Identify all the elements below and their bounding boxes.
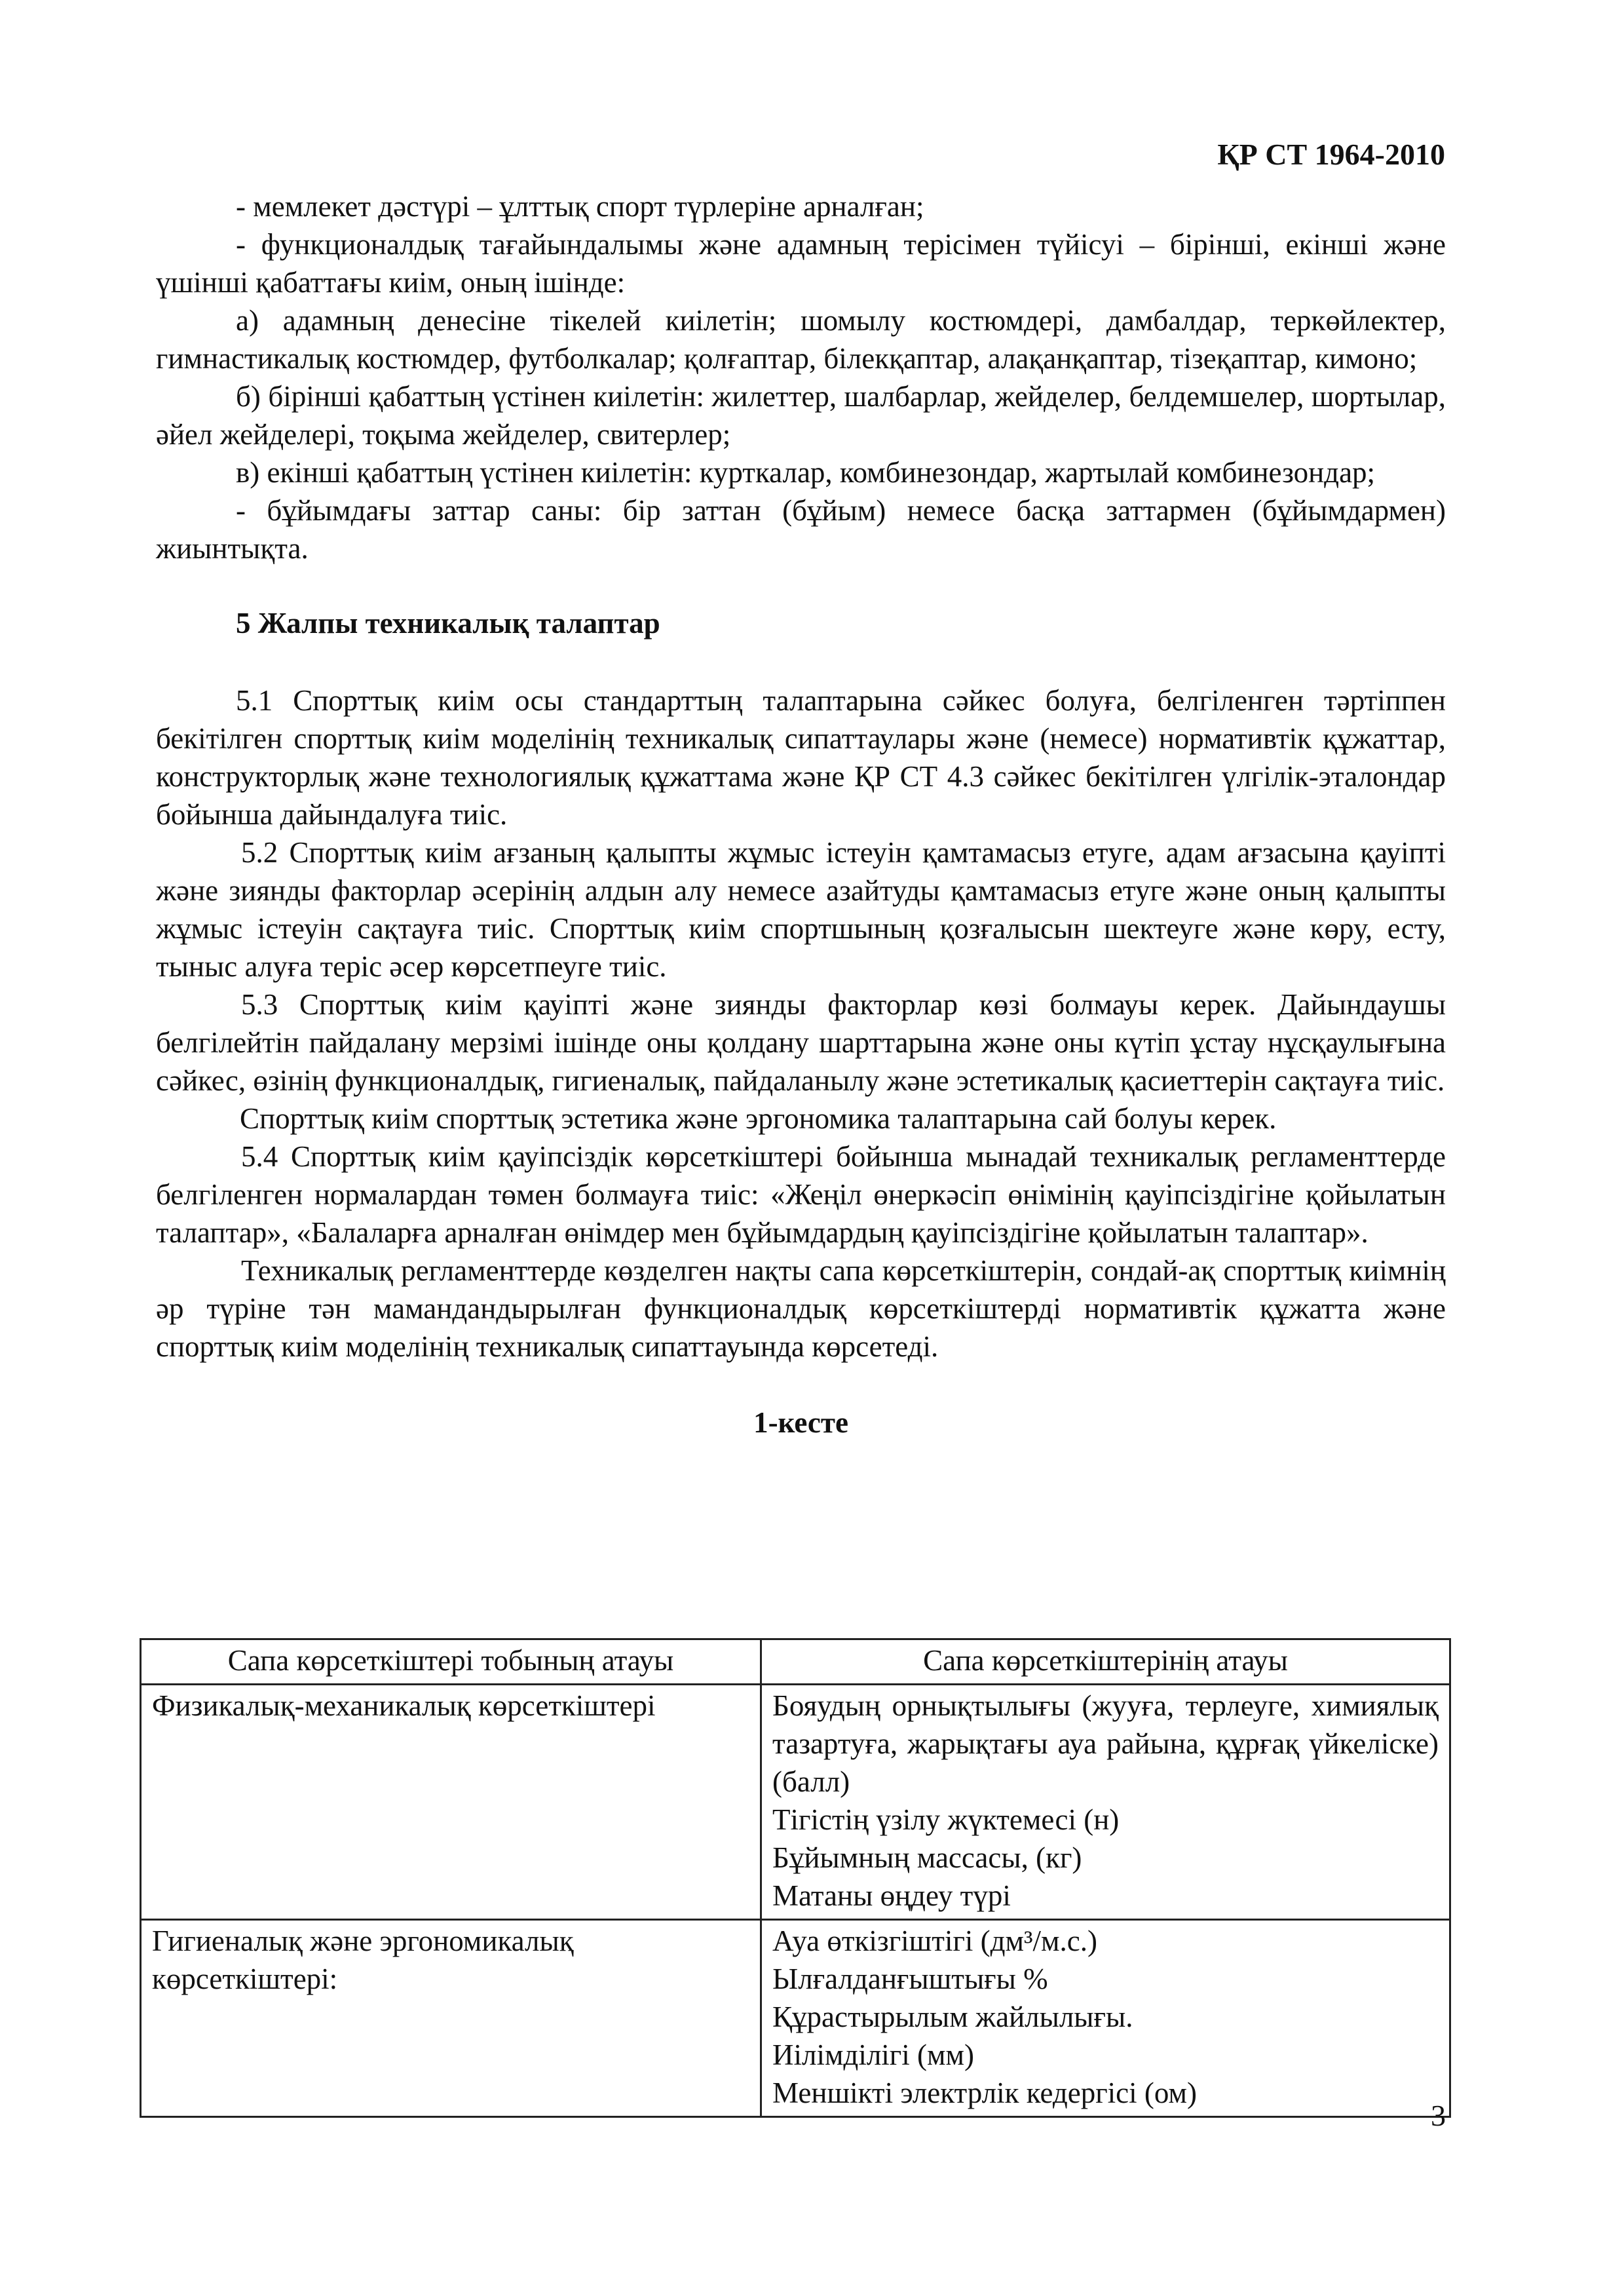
paragraph-quality-indicators: Техникалық регламенттерде көзделген нақты сапа көрсеткіштерін, сондай-ақ спорттық киімнің әр түріне тән мамандандырылған функционалдық көрсеткіштерді нормативтік құжатта және спорттық киім моделінің техникалық сипаттауында көрсетеді. (156, 1254, 1446, 1363)
list-item: а) адамның денесіне тікелей киілетін; шомылу костюмдері, дамбалдар, теркөйлектер, гимнастикалық костюмдер, футболкалар; қолғаптар, білекқаптар, алақанқаптар, тізеқаптар, кимоно; (156, 304, 1446, 375)
page-number: 3 (1431, 2099, 1446, 2132)
list-item: б) бірінші қабаттың үстінен киілетін: жилеттер, шалбарлар, жейделер, белдемшелер, шортылар, әйел жейделері, тоқыма жейделер, свитерлер; (156, 380, 1446, 451)
quality-indicators-table (140, 1638, 1451, 2118)
section-heading: 5 Жалпы техникалық талаптар (236, 607, 660, 640)
paragraph-ergonomics: Спорттық киім спорттық эстетика және эргономика талаптарына сай болуы керек. (240, 1102, 1277, 1135)
table-row (141, 1920, 1450, 2117)
indicator-item: Матаны өңдеу түрі (772, 1879, 1011, 1912)
table-header-row (141, 1639, 1450, 1685)
list-item: - функционалдық тағайындалымы және адамның терісімен түйісуі – бірінші, екінші және үшінші қабаттағы киім, оның ішінде: (156, 228, 1446, 299)
table-cell-group: Гигиеналық және эргономикалық көрсеткіштері: (141, 1920, 761, 2117)
paragraph-5-4: 5.4 Спорттық киім қауіпсіздік көрсеткіштері бойынша мынадай техникалық регламенттерде белгіленген нормалардан төмен болмауға тиіс: «Жеңіл өнеркәсіп өнімінің қауіпсіздігіне қойылатын талаптар», «Балаларға арналған өнімдер мен бұйымдардың қауіпсіздігіне қойылатын талаптар». (156, 1140, 1446, 1249)
list-item: в) екінші қабаттың үстінен киілетін: курткалар, комбинезондар, жартылай комбинезондар; (236, 456, 1376, 489)
indicator-item: Құрастырылым жайлылығы. (772, 2000, 1133, 2033)
table-cell-indicators (761, 1685, 1450, 1920)
indicator-item: Ылғалданғыштығы % (772, 1962, 1048, 1995)
indicator-item: Иілімділігі (мм) (772, 2038, 974, 2071)
table-row (141, 1685, 1450, 1920)
body-text (156, 187, 1446, 1442)
table-header-cell: Сапа көрсеткіштерінің атауы (761, 1639, 1450, 1685)
indicator-item: Тігістің үзілу жүктемесі (н) (772, 1803, 1120, 1836)
indicator-item: Бұйымның массасы, (кг) (772, 1841, 1082, 1874)
indicator-item: Меншікті электрлік кедергісі (ом) (772, 2076, 1197, 2109)
standard-code-header: ҚР СТ 1964-2010 (1217, 138, 1445, 171)
table-caption: 1-кесте (753, 1406, 848, 1439)
indicator-item: Бояудың орнықтылығы (жууға, терлеуге, химиялық тазартуға, жарықтағы ауа райына, құрғақ үйкеліске) (балл) (772, 1689, 1439, 1798)
paragraph-5-1: 5.1 Спорттық киім осы стандарттың талаптарына сәйкес болуға, белгіленген тәртіппен бекітілген спорттық киім моделінің техникалық сипаттаулары және (немесе) нормативтік құжаттар, конструкторлық және технологиялық құжаттама және ҚР СТ 4.3 сәйкес бекітілген үлгілік-эталондар бойынша дайындалуға тиіс. (156, 684, 1446, 831)
paragraph-5-2: 5.2 Спорттық киім ағзаның қалыпты жұмыс істеуін қамтамасыз етуге, адам ағзасына қауіпті және зиянды факторлар әсерінің алдын алу немесе азайтуды қамтамасыз етуге және оның қалыпты жұмыс істеуін сақтауға тиіс. Спорттық киім спортшының қозғалысын шектеуге және көру, есту, тыныс алуға теріс әсер көрсетпеуге тиіс. (156, 836, 1446, 983)
table-cell-group: Физикалық-механикалық көрсеткіштері (141, 1685, 761, 1920)
table-cell-indicators (761, 1920, 1450, 2117)
paragraph-5-3: 5.3 Спорттық киім қауіпті және зиянды факторлар көзі болмауы керек. Дайындаушы белгілейтін пайдалану мерзімі ішінде оны қолдану шарттарына және оны күтіп ұстау нұсқаулығына сәйкес, өзінің функционалдық, гигиеналық, пайдаланылу және эстетикалық қасиеттерін сақтауға тиіс. (156, 988, 1446, 1097)
indicator-item: Ауа өткізгіштігі (дм³/м.с.) (772, 1924, 1097, 1957)
table-header-cell: Сапа көрсеткіштері тобының атауы (141, 1639, 761, 1685)
list-item: - мемлекет дәстүрі – ұлттық спорт түрлеріне арналған; (236, 190, 924, 223)
list-item: - бұйымдағы заттар саны: бір заттан (бұйым) немесе басқа заттармен (бұйымдармен) жиынтықта. (156, 494, 1446, 565)
